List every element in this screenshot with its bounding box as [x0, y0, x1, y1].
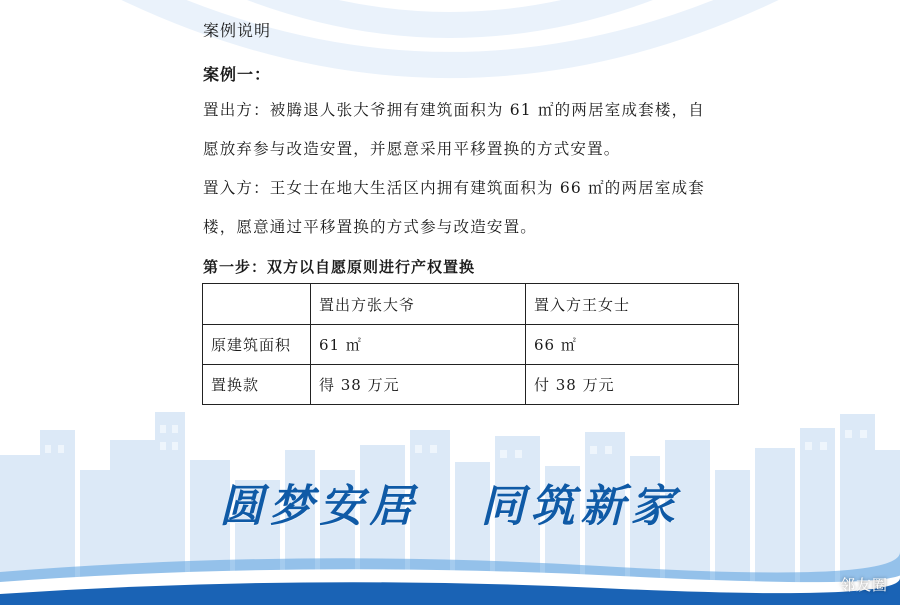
- table-cell: 61 ㎡: [311, 325, 526, 365]
- swap-table: [202, 283, 739, 405]
- table-cell: 得 38 万元: [311, 365, 526, 405]
- paragraph-line: 楼，愿意通过平移置换的方式参与改造安置。: [203, 218, 538, 236]
- paragraph-line: 置入方：王女士在地大生活区内拥有建筑面积为 66 ㎡的两居室成套: [203, 179, 705, 197]
- watermark-label: 邻友圈: [839, 576, 888, 594]
- table-header-cell: 置出方张大爷: [311, 284, 526, 325]
- section-heading: 案例说明: [203, 21, 272, 40]
- step-heading: 第一步：双方以自愿原则进行产权置换: [203, 258, 476, 276]
- table-header-row: [203, 284, 739, 325]
- table-cell: 置换款: [203, 365, 311, 405]
- table-cell: 原建筑面积: [203, 325, 311, 365]
- table-cell: 付 38 万元: [526, 365, 739, 405]
- paragraph-line: 置出方：被腾退人张大爷拥有建筑面积为 61 ㎡的两居室成套楼，自: [203, 101, 705, 119]
- slogan-banner: [0, 470, 900, 534]
- table-row: [203, 325, 739, 365]
- slogan-left: 圆梦安居: [219, 481, 420, 532]
- table-cell: 66 ㎡: [526, 325, 739, 365]
- table-header-cell: [203, 284, 311, 325]
- case-heading: 案例一：: [203, 65, 272, 84]
- table-header-cell: 置入方王女士: [526, 284, 739, 325]
- table-row: [203, 365, 739, 405]
- paragraph-line: 愿放弃参与改造安置，并愿意采用平移置换的方式安置。: [203, 140, 621, 158]
- slogan-right: 同筑新家: [480, 481, 681, 532]
